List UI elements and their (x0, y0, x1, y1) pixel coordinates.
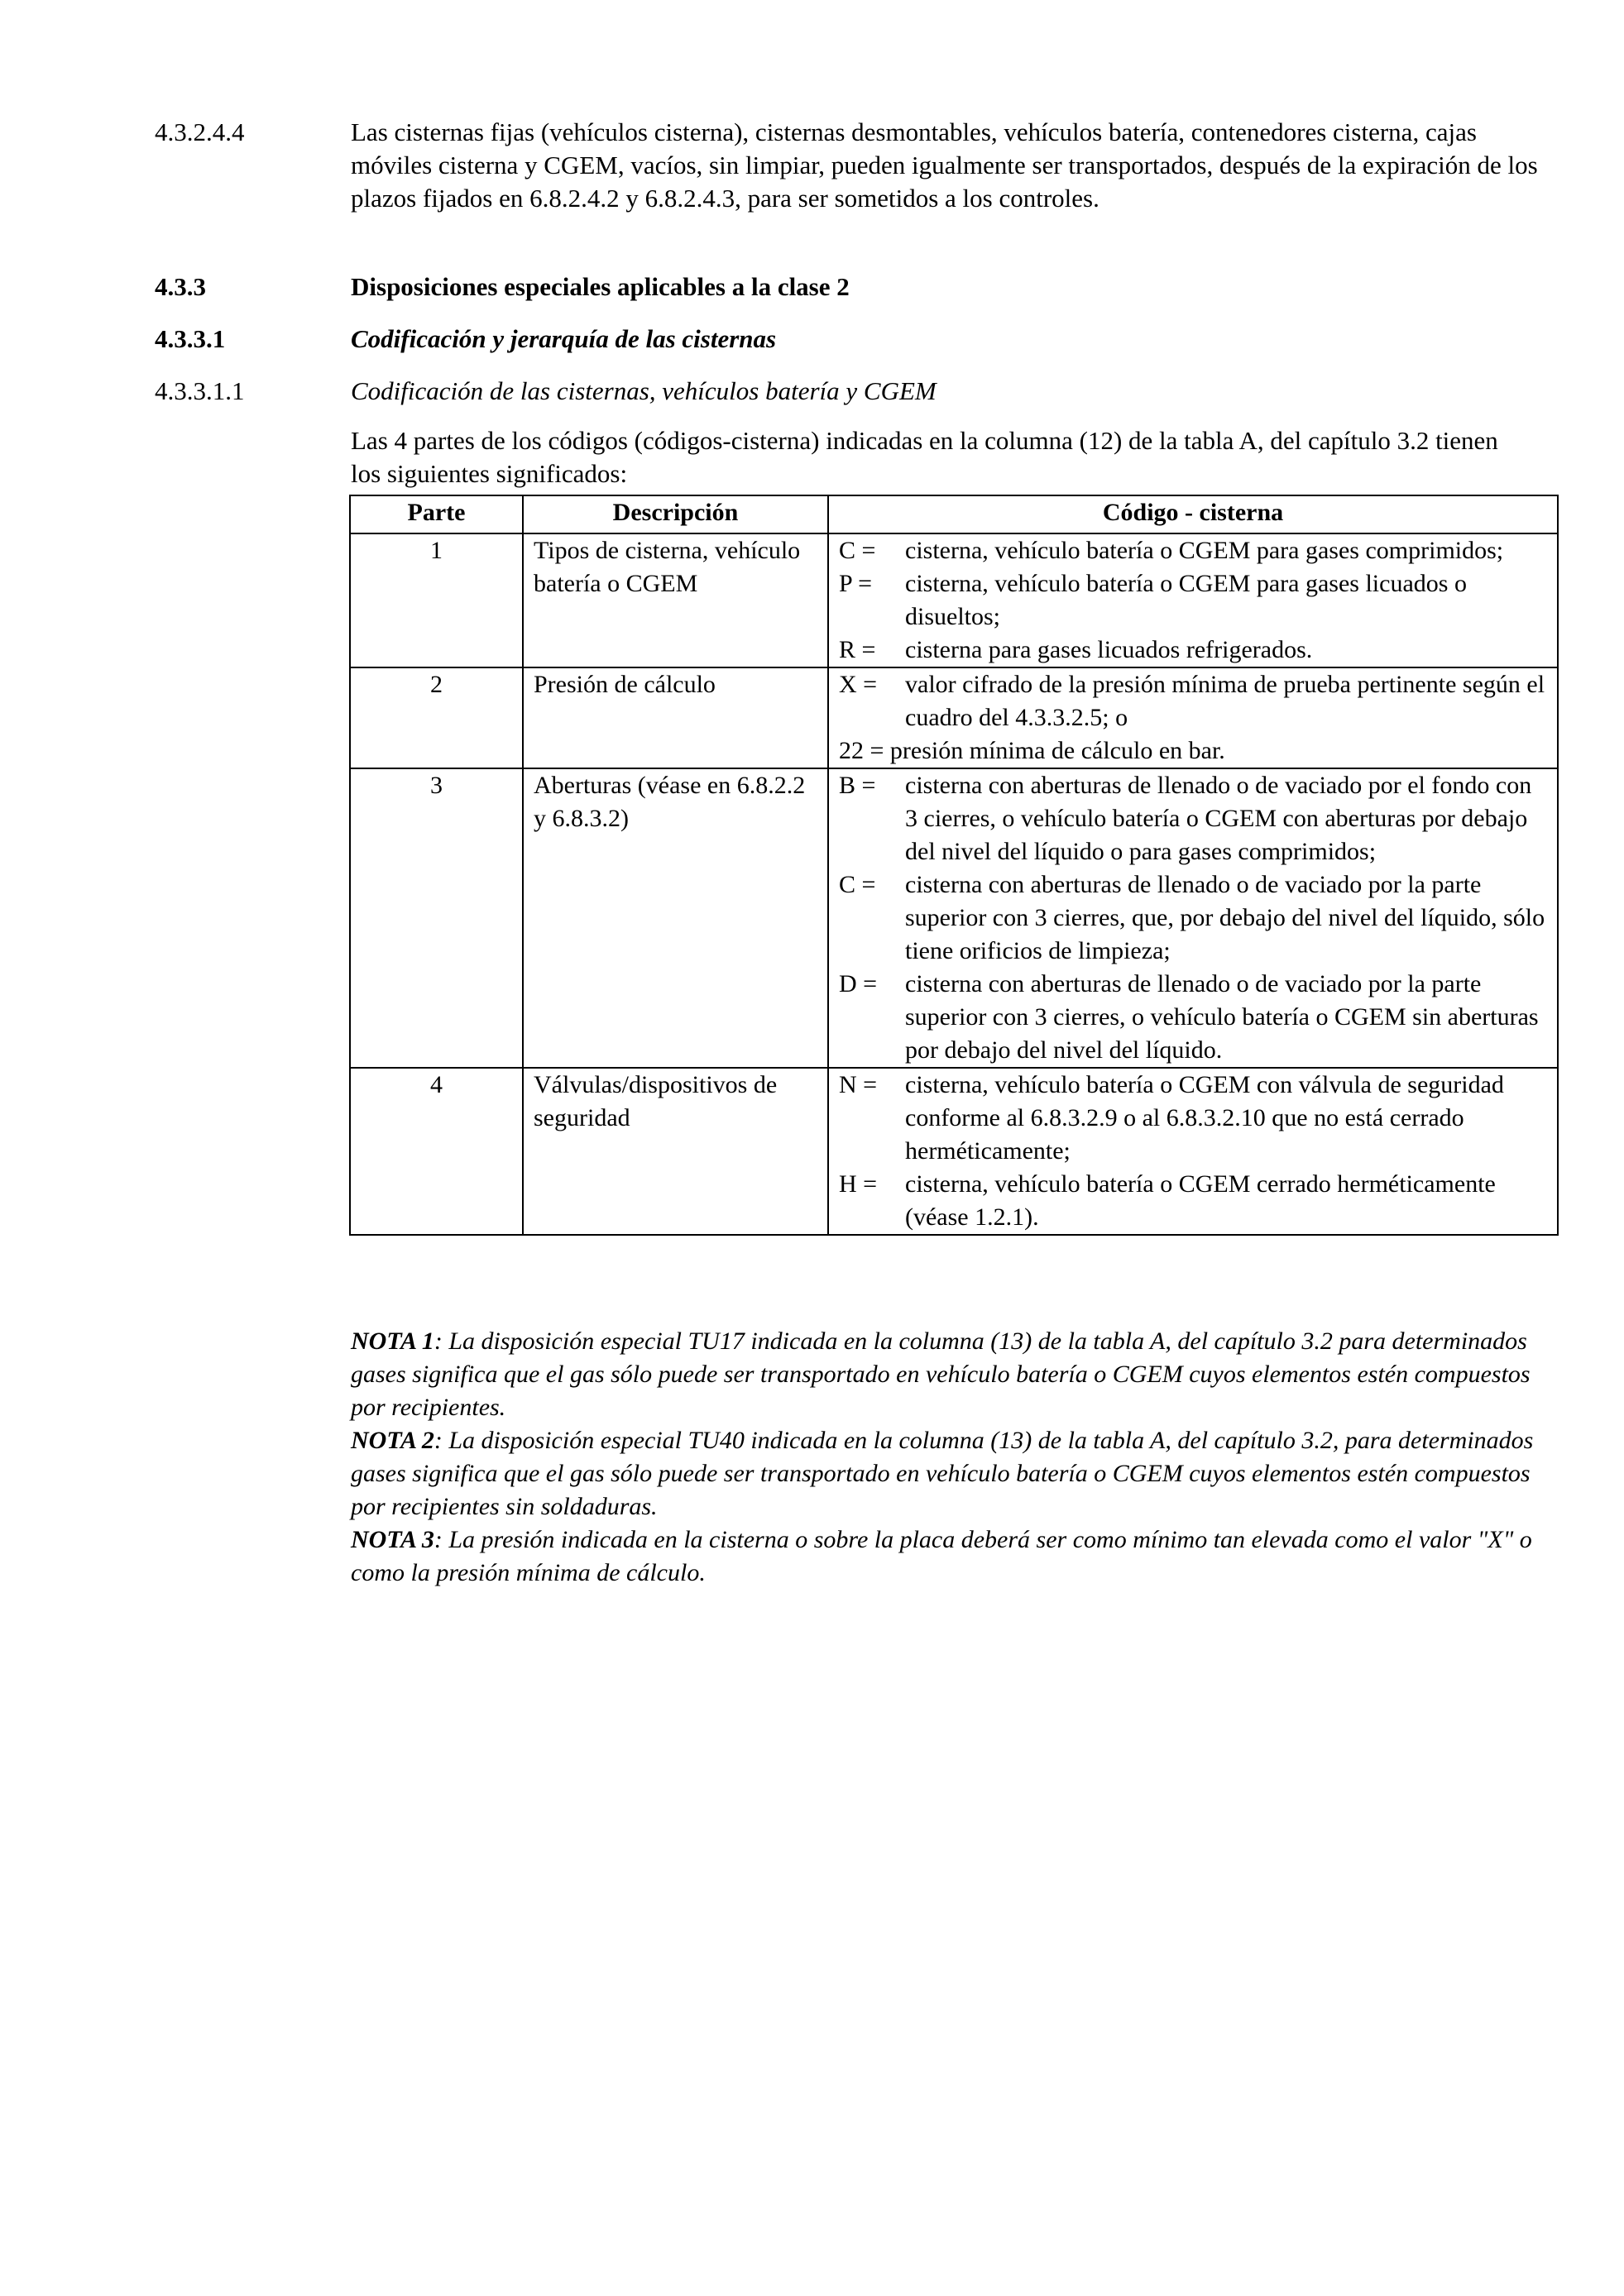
code-entry (839, 734, 1547, 768)
code-key: C = (839, 537, 876, 564)
code-key: X = (839, 671, 878, 698)
cell-codigo (828, 533, 1558, 667)
cell-descripcion: Aberturas (véase en 6.8.2.2 y 6.8.3.2) (523, 768, 828, 1068)
section-paragraph: Las cisternas fijas (vehículos cisterna), cisternas desmontables, vehículos batería, contenedores cisterna, cajas móviles cisterna y CGEM, vacíos, sin limpiar, pueden igualmente ser transportados, después de la expiración de los plazos fijados en 6.8.2.4.2 y 6.8.2.4.3, para ser sometidos a los controles. (351, 117, 1538, 213)
tank-code-table (349, 495, 1559, 1236)
code-entry (839, 668, 1547, 734)
code-entry (839, 868, 1547, 968)
table-header-row (350, 495, 1558, 533)
code-text: valor cifrado de la presión mínima de prueba pertinente según el cuadro del 4.3.3.2.5; o (905, 671, 1545, 731)
note (351, 1424, 1542, 1523)
header-descripcion: Descripción (523, 495, 828, 533)
code-text: cisterna, vehículo batería o CGEM para gases comprimidos; (905, 537, 1504, 564)
code-text: cisterna con aberturas de llenado o de vaciado por el fondo con 3 cierres, o vehículo batería o CGEM con aberturas por debajo del nivel del líquido o para gases comprimidos; (905, 772, 1532, 865)
code-entry (839, 769, 1547, 868)
code-text: cisterna, vehículo batería o CGEM con válvula de seguridad conforme al 6.8.3.2.9 o al 6.8.3.2.10 que no está cerrado herméticamente; (905, 1071, 1504, 1165)
code-key: R = (839, 636, 876, 663)
code-key: C = (839, 871, 876, 898)
cell-codigo (828, 667, 1558, 768)
code-key: D = (839, 970, 878, 997)
cell-descripcion: Presión de cálculo (523, 667, 828, 768)
code-text: cisterna, vehículo batería o CGEM cerrado herméticamente (véase 1.2.1). (905, 1170, 1496, 1231)
cell-parte: 2 (350, 667, 523, 768)
cell-codigo (828, 768, 1558, 1068)
header-parte: Parte (350, 495, 523, 533)
section-heading: Codificación de las cisternas, vehículos batería y CGEM (351, 376, 937, 405)
section-number: 4.3.3.1.1 (155, 376, 245, 405)
cell-parte: 4 (350, 1068, 523, 1235)
section-number: 4.3.3.1 (155, 324, 226, 353)
code-key: H = (839, 1170, 878, 1198)
table-row (350, 667, 1558, 768)
cell-descripcion: Válvulas/dispositivos de seguridad (523, 1068, 828, 1235)
cell-parte: 3 (350, 768, 523, 1068)
code-entry (839, 1069, 1547, 1168)
code-key: P = (839, 570, 872, 597)
intro-paragraph: Las 4 partes de los códigos (códigos-cisterna) indicadas en la columna (12) de la tabla A, del capítulo 3.2 tienen los siguientes significados: (351, 426, 1498, 488)
section-heading: Disposiciones especiales aplicables a la clase 2 (351, 272, 850, 301)
note-label: NOTA 3 (351, 1526, 434, 1553)
cell-parte: 1 (350, 533, 523, 667)
section-number: 4.3.3 (155, 272, 206, 301)
note-label: NOTA 1 (351, 1327, 434, 1355)
code-entry (839, 968, 1547, 1067)
table-row (350, 768, 1558, 1068)
code-entry (839, 534, 1547, 567)
code-text: cisterna con aberturas de llenado o de vaciado por la parte superior con 3 cierres, o vehículo batería o CGEM sin aberturas por debajo del nivel del líquido. (905, 970, 1539, 1064)
table-row (350, 533, 1558, 667)
note-label: NOTA 2 (351, 1427, 434, 1454)
section-heading: Codificación y jerarquía de las cisternas (351, 324, 777, 353)
note (351, 1325, 1542, 1424)
code-text: cisterna con aberturas de llenado o de vaciado por la parte superior con 3 cierres, que, por debajo del nivel del líquido, sólo tiene orificios de limpieza; (905, 871, 1545, 964)
code-text: cisterna, vehículo batería o CGEM para gases licuados o disueltos; (905, 570, 1467, 630)
cell-descripcion: Tipos de cisterna, vehículo batería o CGEM (523, 533, 828, 667)
code-entry (839, 567, 1547, 634)
code-entry (839, 634, 1547, 667)
note-text: : La presión indicada en la cisterna o sobre la placa deberá ser como mínimo tan elevada como el valor "X" o como la presión mínima de cálculo. (351, 1526, 1532, 1586)
note-text: : La disposición especial TU17 indicada en la columna (13) de la tabla A, del capítulo 3.2 para determinados gases significa que el gas sólo puede ser transportado en vehículo batería o CGEM cuyos elementos estén compuestos por recipientes. (351, 1327, 1531, 1421)
code-text: 22 = presión mínima de cálculo en bar. (839, 737, 1225, 764)
code-key: B = (839, 772, 876, 799)
cell-codigo (828, 1068, 1558, 1235)
header-codigo: Código - cisterna (828, 495, 1558, 533)
note-text: : La disposición especial TU40 indicada en la columna (13) de la tabla A, del capítulo 3.2, para determinados gases significa que el gas sólo puede ser transportado en vehículo batería o CGEM cuyos elementos estén compuestos por recipientes sin soldaduras. (351, 1427, 1534, 1520)
notes-block (351, 1325, 1542, 1590)
table-row (350, 1068, 1558, 1235)
code-text: cisterna para gases licuados refrigerados. (905, 636, 1313, 663)
code-key: N = (839, 1071, 878, 1098)
note (351, 1523, 1542, 1590)
code-entry (839, 1168, 1547, 1234)
section-number: 4.3.2.4.4 (155, 117, 245, 146)
